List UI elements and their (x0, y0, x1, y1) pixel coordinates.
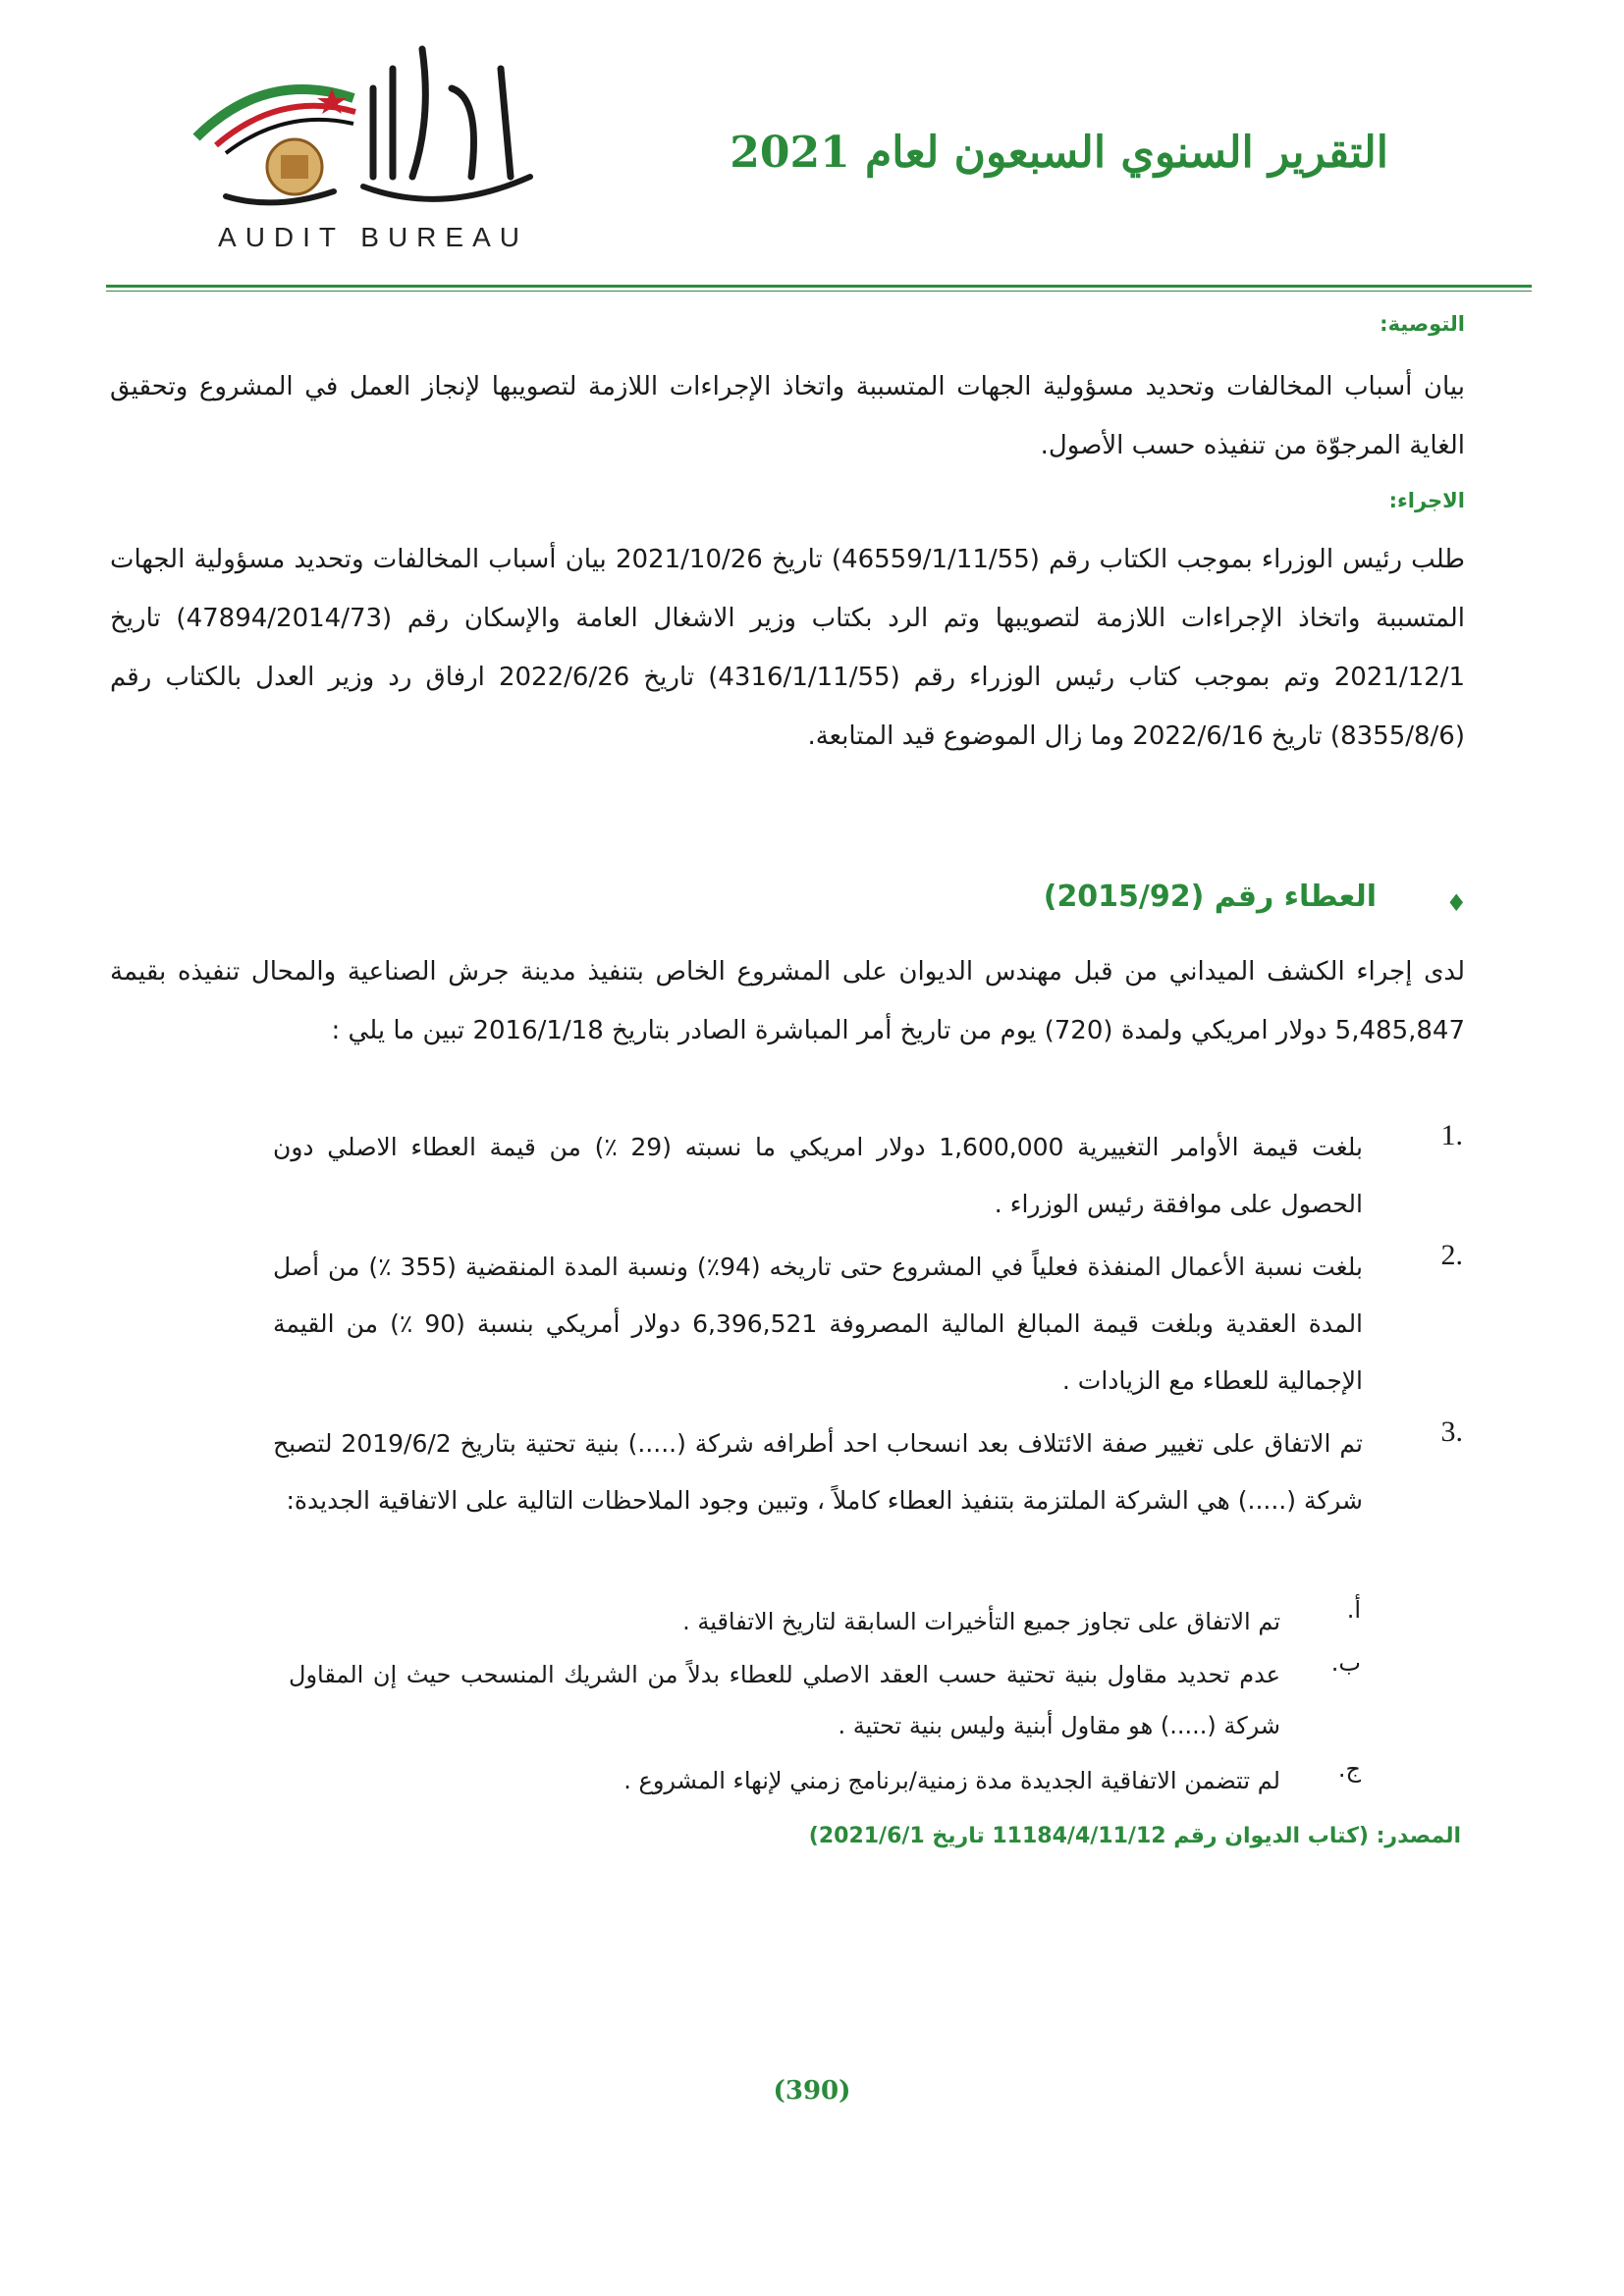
action-heading: الاجراء: (1388, 489, 1465, 512)
action-text: طلب رئيس الوزراء بموجب الكتاب رقم (46559/1/11/55) تاريخ 2021/10/26 بيان أسباب المخالفات وتحديد مسؤولية الجهات المتسببة واتخاذ الإجراءات اللازمة لتصويبها وتم الرد بكتاب وزير الاشغال العامة والإسكان رقم (47894/2014/73) تاريخ 2021/12/1 وتم بموجب كتاب رئيس الوزراء رقم (4316/1/11/55) تاريخ 2022/6/26 ارفاق رد وزير العدل بالكتاب رقم (8355/8/6) تاريخ 2022/6/16 وما زال الموضوع قيد المتابعة. (110, 545, 1466, 751)
item-text: بلغت قيمة الأوامر التغييرية 1,600,000 دولار امريكي ما نسبته (29 ٪) من قيمة العطاء الاصلي دون الحصول على موافقة رئيس الوزراء . (273, 1133, 1364, 1218)
item-number: 3. (1440, 1415, 1463, 1448)
header-divider-thin (106, 291, 1532, 292)
recommendation-text: بيان أسباب المخالفات وتحديد مسؤولية الجهات المتسببة واتخاذ الإجراءات اللازمة لتصويبها لإنجاز العمل في المشروع وتحقيق الغاية المرجوّة من تنفيذه حسب الأصول. (110, 372, 1465, 460)
subitem-letter: أ. (1346, 1596, 1361, 1624)
item-text: بلغت نسبة الأعمال المنفذة فعلياً في المشروع حتى تاريخه (94٪) ونسبة المدة المنقضية (355 ٪) من أصل المدة العقدية وبلغت قيمة المبالغ المالية المصروفة 6,396,521 دولار أمريكي بنسبة (90 ٪) من القيمة الإجمالية للعطاء مع الزيادات . (273, 1253, 1364, 1395)
item-number: 1. (1440, 1119, 1463, 1151)
page-number: (390) (773, 2076, 851, 2106)
subitem-letter: ج. (1337, 1755, 1361, 1783)
item-text: تم الاتفاق على تغيير صفة الائتلاف بعد انسحاب احد أطرافه شركة (.....) بنية تحتية بتاريخ 2019/6/2 لتصبح شركة (.....) هي الشركة الملتزمة بتنفيذ العطاء كاملاً ، وتبين وجود الملاحظات التالية على الاتفاقية الجديدة: (273, 1429, 1363, 1515)
subitem-text: تم الاتفاق على تجاوز جميع التأخيرات السابقة لتاريخ الاتفاقية . (682, 1608, 1280, 1635)
subitem-text: عدم تحديد مقاول بنية تحتية حسب العقد الاصلي للعطاء بدلاً من الشريك المنسحب حيث إن المقاول شركة (.....) هو مقاول أبنية وليس بنية تحتية . (289, 1661, 1280, 1739)
logo-caption: AUDIT BUREAU (218, 222, 528, 252)
section-intro: لدى إجراء الكشف الميداني من قبل مهندس الديوان على المشروع الخاص بتنفيذ مدينة جرش الصناعية والمحال تنفيذه بقيمة 5,485,847 دولار امريكي ولمدة (720) يوم من تاريخ أمر المباشرة الصادر بتاريخ 2016/1/18 تبين ما يلي : (110, 957, 1465, 1045)
subitem-letter: ب. (1330, 1649, 1361, 1677)
source-citation: المصدر: (كتاب الديوان رقم 11184/4/11/12 تاريخ 2021/6/1) (808, 1824, 1461, 1848)
subitem-text: لم تتضمن الاتفاقية الجديدة مدة زمنية/برنامج زمني لإنهاء المشروع . (623, 1767, 1280, 1794)
logo-mark-icon (187, 29, 560, 226)
audit-bureau-logo (187, 29, 560, 255)
report-title: التقرير السنوي السبعون لعام 2021 (730, 128, 1388, 178)
recommendation-heading: التوصية: (1380, 312, 1465, 336)
header-divider (106, 285, 1532, 288)
section-title: العطاء رقم (2015/92) (1043, 880, 1377, 914)
section-bullet-icon: ♦ (1445, 889, 1467, 917)
item-number: 2. (1440, 1239, 1463, 1271)
